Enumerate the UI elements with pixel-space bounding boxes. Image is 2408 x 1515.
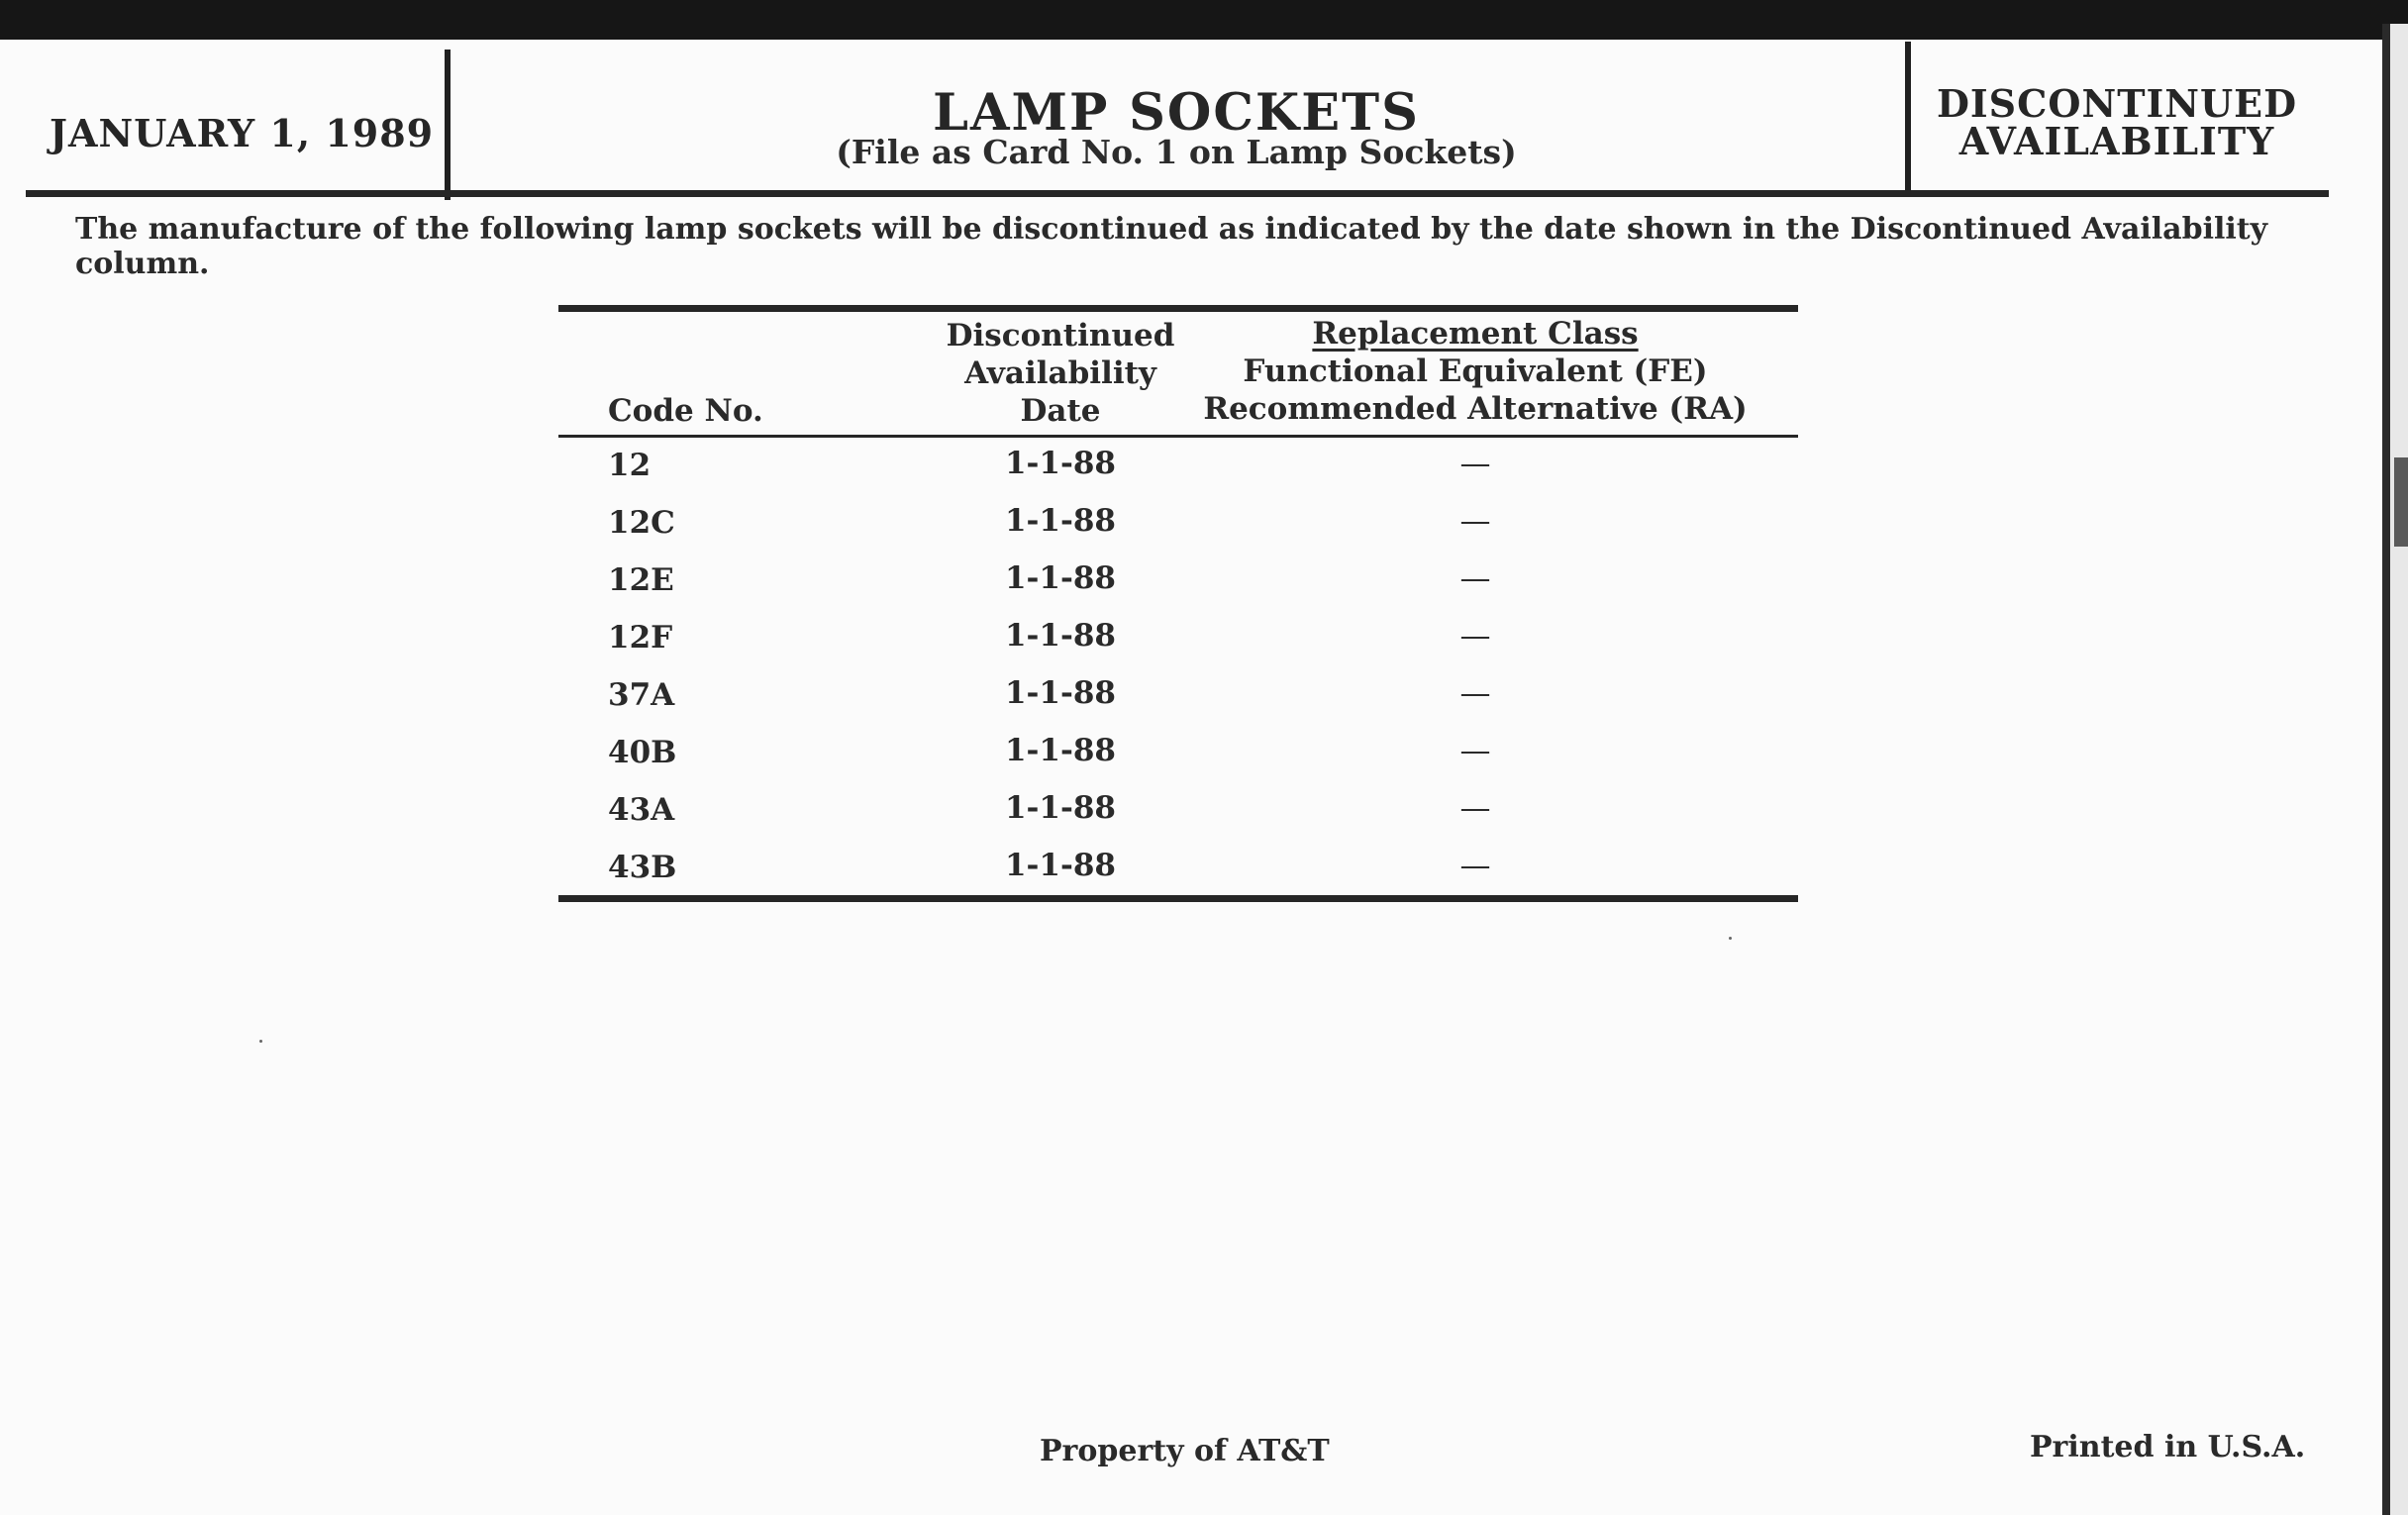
header-repl-line-3: Recommended Alternative (RA): [1203, 391, 1748, 427]
cell-replacement: —: [1459, 848, 1491, 883]
table-row: [558, 727, 1798, 784]
table-top-rule: [558, 305, 1798, 312]
cell-code: 12F: [608, 620, 673, 656]
table-body: [558, 440, 1798, 899]
cell-replacement: —: [1459, 560, 1491, 596]
header-date-line-2: Availability: [964, 355, 1156, 391]
cell-date: 1-1-88: [1004, 446, 1116, 481]
header-date: JANUARY 1, 1989: [50, 111, 435, 155]
cell-date: 1-1-88: [1004, 733, 1116, 768]
cell-code: 43A: [608, 792, 675, 828]
header-divider-left: [445, 50, 451, 200]
cell-date: 1-1-88: [1004, 848, 1116, 883]
table-row: [558, 669, 1798, 727]
footer-printed: Printed in U.S.A.: [2030, 1430, 2306, 1464]
cell-replacement: —: [1459, 618, 1491, 654]
table-row: [558, 784, 1798, 842]
page-title: LAMP SOCKETS: [933, 83, 1420, 143]
cell-code: 37A: [608, 677, 675, 713]
page-subtitle: (File as Card No. 1 on Lamp Sockets): [836, 133, 1517, 171]
cell-code: 40B: [608, 735, 677, 770]
header-rule: [26, 190, 2329, 197]
header-code-no: Code No.: [608, 393, 763, 429]
header-divider-right: [1905, 42, 1911, 194]
table-row: [558, 497, 1798, 555]
table-row: [558, 612, 1798, 669]
footer-property: Property of AT&T: [1040, 1434, 1330, 1468]
cell-code: 12: [608, 448, 652, 483]
header-status-line-2: AVAILABILITY: [1958, 119, 2275, 163]
cell-date: 1-1-88: [1004, 675, 1116, 711]
cell-code: 43B: [608, 850, 677, 885]
table-row: [558, 440, 1798, 497]
cell-replacement: —: [1459, 503, 1491, 539]
table-bottom-rule: [558, 895, 1798, 902]
cell-code: 12E: [608, 562, 674, 598]
header-repl-line-1: Replacement Class: [1312, 316, 1639, 352]
intro-text: The manufacture of the following lamp sockets will be discontinued as indicated by the date shown in the Discontinued Availability column.: [75, 212, 2268, 281]
table-row: [558, 555, 1798, 612]
cell-date: 1-1-88: [1004, 618, 1116, 654]
cell-replacement: —: [1459, 675, 1491, 711]
header-replacement-class: [1156, 315, 1794, 428]
scan-speck: [259, 1040, 262, 1043]
header-date-line-3: Date: [1020, 393, 1101, 429]
table-header-rule: [558, 435, 1798, 438]
cell-replacement: —: [1459, 446, 1491, 481]
scan-speck: [1729, 937, 1732, 940]
header-status: [1919, 81, 2315, 163]
cell-date: 1-1-88: [1004, 790, 1116, 826]
cell-date: 1-1-88: [1004, 560, 1116, 596]
header-repl-line-2: Functional Equivalent (FE): [1243, 354, 1708, 389]
cell-date: 1-1-88: [1004, 503, 1116, 539]
scan-edge-mark: [2394, 457, 2408, 547]
cell-code: 12C: [608, 505, 675, 541]
table-row: [558, 842, 1798, 899]
cell-replacement: —: [1459, 733, 1491, 768]
header-date-line-1: Discontinued: [946, 318, 1175, 354]
header-status-line-1: DISCONTINUED: [1936, 81, 2298, 126]
cell-replacement: —: [1459, 790, 1491, 826]
